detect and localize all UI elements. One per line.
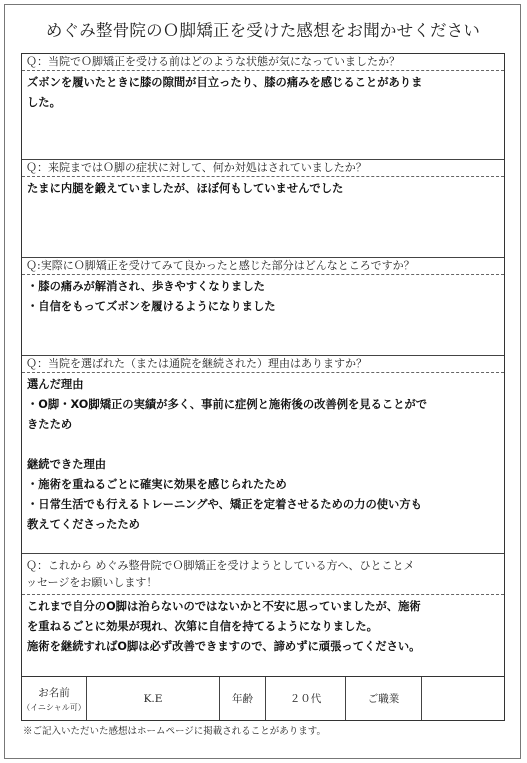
question-1: Ｑ：当院でＯ脚矯正を受ける前はどのような状態が気になっていましたか？ bbox=[22, 54, 504, 71]
answer-line: これまで自分のO脚は治らないのではないかと不安に思っていましたが、施術 bbox=[27, 600, 421, 613]
question-4: Ｑ：当院を選ばれた（または通院を継続された）理由はありますか？ bbox=[22, 355, 504, 373]
publication-note: ※ご記入いただいた感想はホームページに掲載されることがあります。 bbox=[23, 726, 327, 737]
answer-3 bbox=[22, 275, 504, 355]
age-value-cell bbox=[266, 677, 346, 720]
question-3: Ｑ:実際にＯ脚矯正を受けてみて良かったと感じた部分はどんなところですか？ bbox=[22, 257, 504, 275]
answer-line: ・O脚・XO脚矯正の実績が多く、事前に症例と施術後の改善例を見ることがで bbox=[27, 398, 428, 411]
job-value-cell bbox=[422, 677, 504, 720]
answer-line: を重ねるごとに効果が現れ、次第に自信を持てるようになりました。 bbox=[27, 620, 378, 633]
answer-line: 施術を継続すればO脚は必ず改善できますので、諦めずに頑張ってください。 bbox=[27, 640, 421, 653]
answer-line: 選んだ理由 bbox=[27, 378, 84, 391]
answer-line: した。 bbox=[27, 96, 61, 109]
name-value-cell bbox=[87, 677, 220, 720]
job-label-cell bbox=[346, 677, 422, 720]
answer-spacer bbox=[27, 435, 499, 455]
answer-line: ・日常生活でも行えるトレーニングや、矯正を定着させるための力の使い方も bbox=[27, 498, 422, 511]
answer-line: ・膝の痛みが解消され、歩きやすくなりました bbox=[27, 280, 265, 293]
name-label: お名前 bbox=[38, 686, 70, 699]
job-label: ご職業 bbox=[367, 693, 400, 705]
survey-sheet bbox=[4, 4, 521, 759]
name-sub-label: （イニシャル可） bbox=[22, 702, 86, 712]
answer-2 bbox=[22, 177, 504, 257]
age-label: 年齢 bbox=[232, 693, 253, 705]
name-value: K.E bbox=[143, 692, 163, 705]
page-title: めぐみ整骨院のＯ脚矯正を受けた感想をお聞かせください bbox=[45, 21, 481, 40]
answer-line: ・施術を重ねるごとに確実に効果を感じられたため bbox=[27, 478, 287, 491]
answer-1 bbox=[22, 71, 504, 159]
answer-line: たまに内腿を鍛えていましたが、ほぼ何もしていませんでした bbox=[27, 182, 344, 195]
questionnaire-grid bbox=[21, 53, 505, 721]
answer-5 bbox=[22, 595, 504, 676]
question-5: Ｑ：これから めぐみ整骨院でＯ脚矯正を受けようとしている方へ、ひとことメ ッセージをお願いします！ bbox=[22, 553, 504, 595]
age-label-cell bbox=[220, 677, 266, 720]
answer-4 bbox=[22, 373, 504, 553]
answer-line: きたため bbox=[27, 418, 73, 431]
question-2: Ｑ：来院まではＯ脚の症状に対して、何か対処はされていましたか？ bbox=[22, 159, 504, 177]
answer-line: ・自信をもってズボンを履けるようになりました bbox=[27, 300, 276, 313]
answer-line: 継続できた理由 bbox=[27, 458, 107, 471]
answer-line: 教えてくださったため bbox=[27, 518, 140, 531]
age-value: ２０代 bbox=[289, 693, 322, 705]
name-label-cell bbox=[22, 677, 87, 720]
respondent-info-row bbox=[22, 676, 504, 720]
answer-line: ズボンを履いたときに膝の隙間が目立ったり、膝の痛みを感じることがありま bbox=[27, 76, 423, 89]
